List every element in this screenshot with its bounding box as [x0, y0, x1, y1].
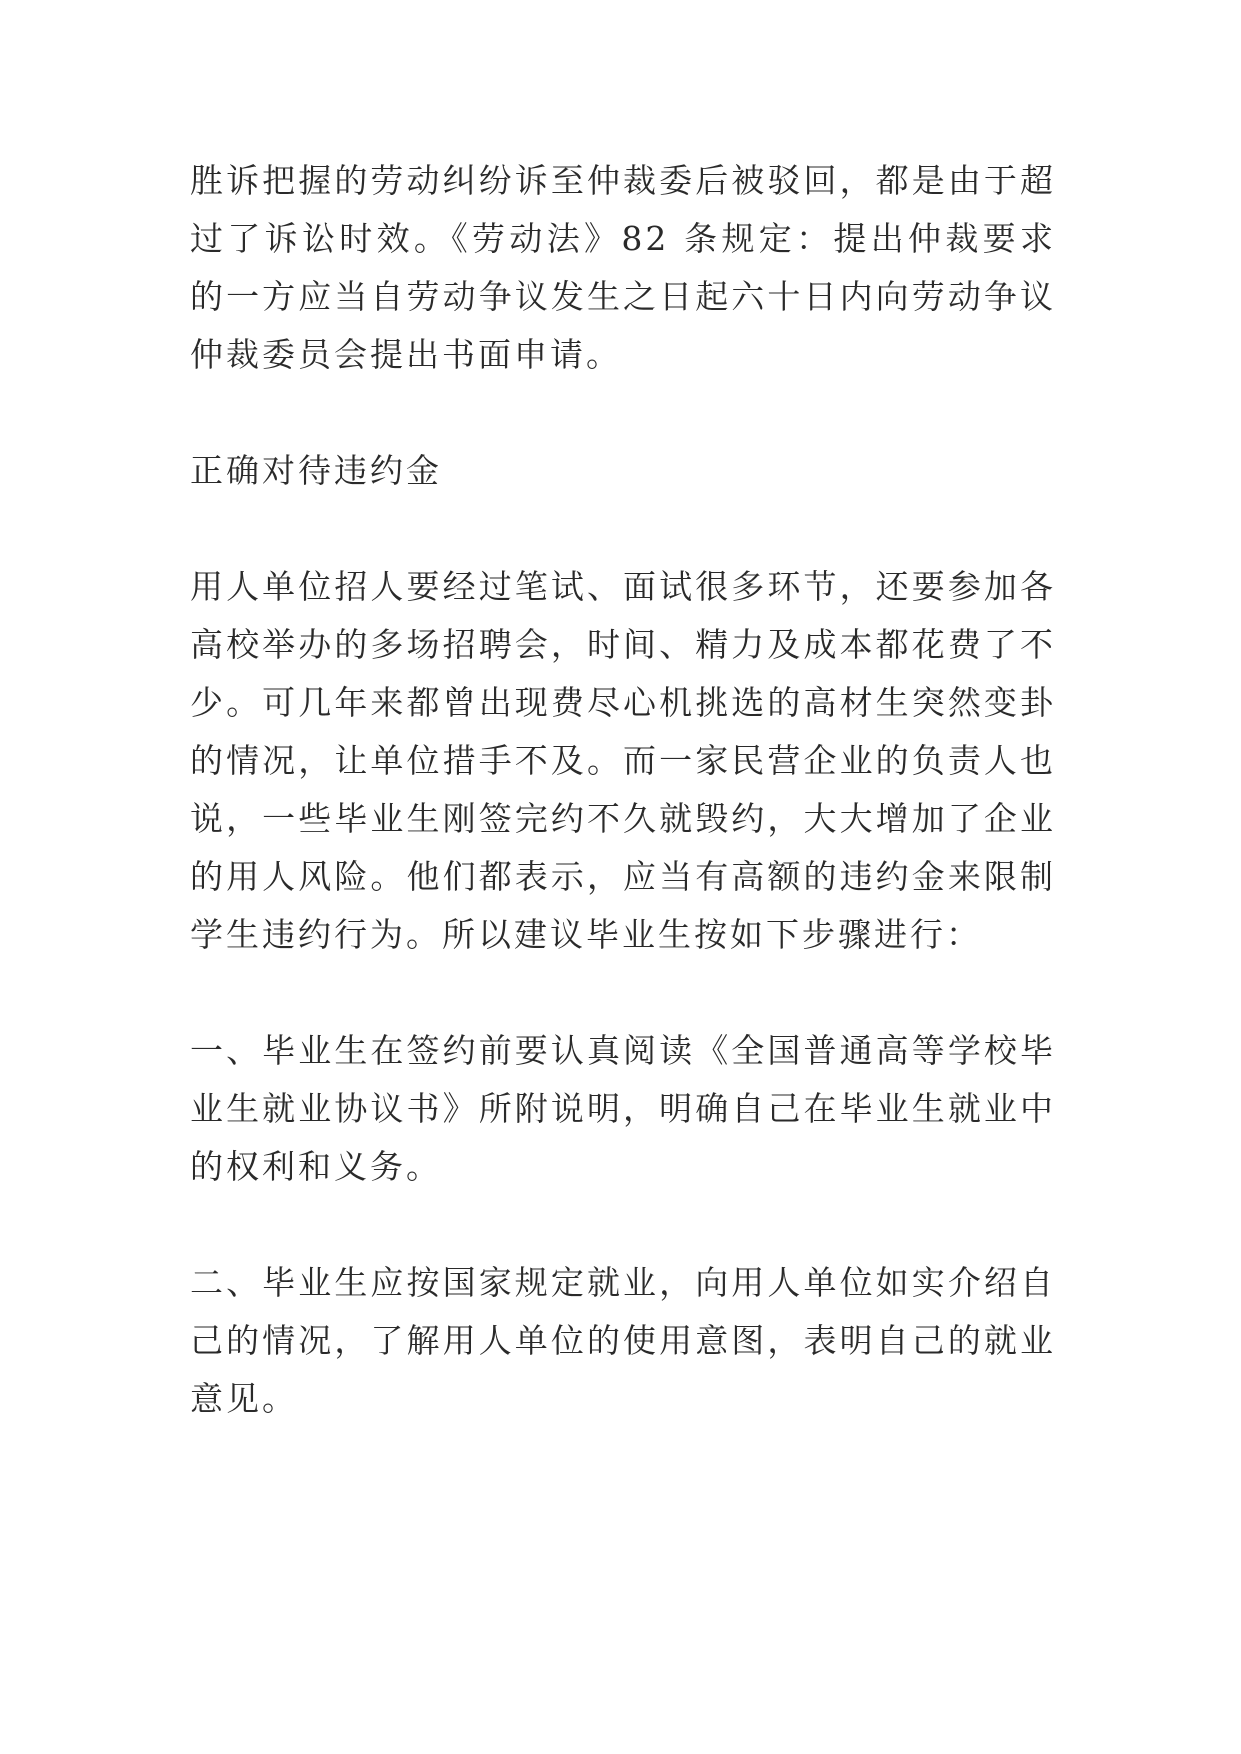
paragraph-spacer: [190, 500, 1056, 558]
paragraph-statute-of-limitations: 胜诉把握的劳动纠纷诉至仲裁委后被驳回，都是由于超过了诉讼时效。《劳动法》82 条规定：提出仲裁要求的一方应当自劳动争议发生之日起六十日内向劳动争议仲裁委员会提出书面申请。: [190, 161, 1056, 374]
paragraph-spacer: [190, 964, 1056, 1022]
document-body: [190, 152, 1056, 1428]
section-heading-penalty: 正确对待违约金: [190, 451, 442, 490]
paragraph-employer-recruitment: 用人单位招人要经过笔试、面试很多环节，还要参加各高校举办的多场招聘会，时间、精力及成本都花费了不少。可几年来都曾出现费尽心机挑选的高材生突然变卦的情况，让单位措手不及。而一家民营企业的负责人也说，一些毕业生刚签完约不久就毁约，大大增加了企业的用人风险。他们都表示，应当有高额的违约金来限制学生违约行为。所以建议毕业生按如下步骤进行：: [190, 567, 1056, 954]
paragraph-step-two: 二、毕业生应按国家规定就业，向用人单位如实介绍自己的情况，了解用人单位的使用意图，表明自己的就业意见。: [190, 1263, 1056, 1418]
paragraph-spacer: [190, 1196, 1056, 1254]
paragraph-step-one: 一、毕业生在签约前要认真阅读《全国普通高等学校毕业生就业协议书》所附说明，明确自己在毕业生就业中的权利和义务。: [190, 1031, 1056, 1186]
paragraph-spacer: [190, 384, 1056, 442]
